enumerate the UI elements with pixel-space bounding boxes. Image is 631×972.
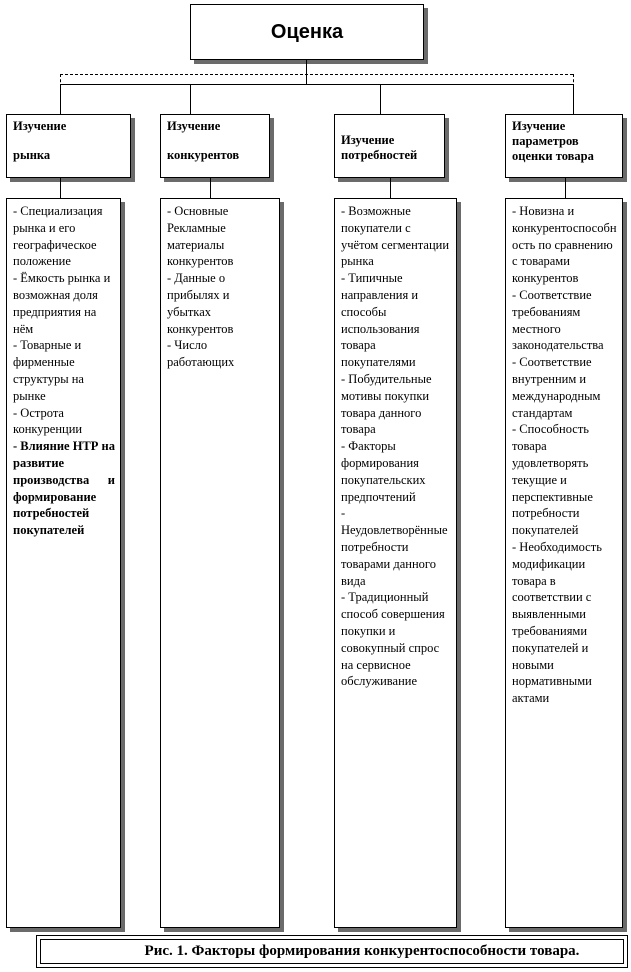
header-competitors-line1: Изучение bbox=[167, 119, 221, 133]
connector-to-col2 bbox=[190, 84, 191, 114]
needs-item-5: - Неудовлетворённые потребности товарами данного вида bbox=[341, 506, 448, 588]
parameters-item-5: - Необходимость модификации товара в соответствии с выявленными требованиями покупателей и новыми нормативными актами bbox=[512, 539, 602, 706]
connector-col2-list bbox=[210, 178, 211, 198]
figure-caption bbox=[36, 935, 628, 968]
header-competitors-line2: конкурентов bbox=[167, 148, 240, 162]
root-box-ocenka bbox=[190, 4, 424, 60]
figure-caption-text: Рис. 1. Факторы формирования конкурентоспособности товара. bbox=[144, 943, 580, 959]
needs-item-1: - Возможные покупатели с учётом сегментации рынка bbox=[341, 204, 450, 269]
dotted-guide-col1 bbox=[60, 74, 61, 114]
list-box-market bbox=[6, 198, 121, 928]
needs-item-6: - Традиционный способ совершения покупки и совокупный спрос на сервисное обслуживание bbox=[341, 590, 445, 689]
connector-root-down bbox=[306, 60, 307, 84]
list-box-competitors bbox=[160, 198, 280, 928]
header-parameters-line3: оценки товара bbox=[512, 149, 594, 163]
header-needs-line2: потребностей bbox=[341, 148, 418, 162]
market-item-5: - Влияние НТР на развитие производства и формирование потребностей покупателей bbox=[13, 439, 115, 538]
header-market-line1: Изучение bbox=[13, 119, 67, 133]
connector-bus bbox=[60, 84, 574, 85]
connector-col1-list bbox=[60, 178, 61, 198]
competitors-item-2: - Данные о прибылях и убытках конкурентов bbox=[167, 271, 234, 336]
connector-col4-list bbox=[565, 178, 566, 198]
needs-item-2: - Типичные направления и способы использования товара покупателями bbox=[341, 271, 420, 370]
header-parameters-line2: параметров bbox=[512, 134, 579, 148]
connector-to-col3 bbox=[380, 84, 381, 114]
header-box-needs bbox=[334, 114, 445, 178]
competitors-item-3: - Число работающих bbox=[167, 338, 235, 370]
parameters-item-1: - Новизна и конкурентоспособность по сравнению с товарами конкурентов bbox=[512, 204, 617, 286]
parameters-item-4: - Способность товара удовлетворять текущие и перспективные потребности покупателей bbox=[512, 422, 593, 538]
needs-item-4: - Факторы формирования покупательских предпочтений bbox=[341, 439, 426, 504]
dotted-bus-guide bbox=[60, 74, 573, 75]
header-needs-line1: Изучение bbox=[341, 133, 395, 147]
connector-col3-list bbox=[390, 178, 391, 198]
dotted-guide-col4 bbox=[573, 74, 574, 114]
parameters-item-3: - Соответствие внутренним и международным стандартам bbox=[512, 355, 601, 420]
header-market-line2: рынка bbox=[13, 148, 51, 162]
market-item-1: - Специализация рынка и его географическое положение bbox=[13, 204, 103, 269]
header-parameters-line1: Изучение bbox=[512, 119, 566, 133]
list-box-needs bbox=[334, 198, 457, 928]
market-item-2: - Ёмкость рынка и возможная доля предприятия на нём bbox=[13, 271, 111, 336]
needs-item-3: - Побудительные мотивы покупки товара данного товара bbox=[341, 371, 432, 437]
competitors-item-1: - Основные Рекламные материалы конкурентов bbox=[167, 204, 234, 269]
parameters-item-2: - Соответствие требованиям местного законодательства bbox=[512, 287, 604, 353]
header-box-market bbox=[6, 114, 131, 178]
root-title: Оценка bbox=[270, 20, 344, 43]
market-item-3: - Товарные и фирменные структуры на рынке bbox=[13, 338, 84, 403]
header-box-parameters bbox=[505, 114, 623, 178]
list-box-parameters bbox=[505, 198, 623, 928]
header-box-competitors bbox=[160, 114, 270, 178]
market-item-4: - Острота конкуренции bbox=[13, 405, 83, 437]
